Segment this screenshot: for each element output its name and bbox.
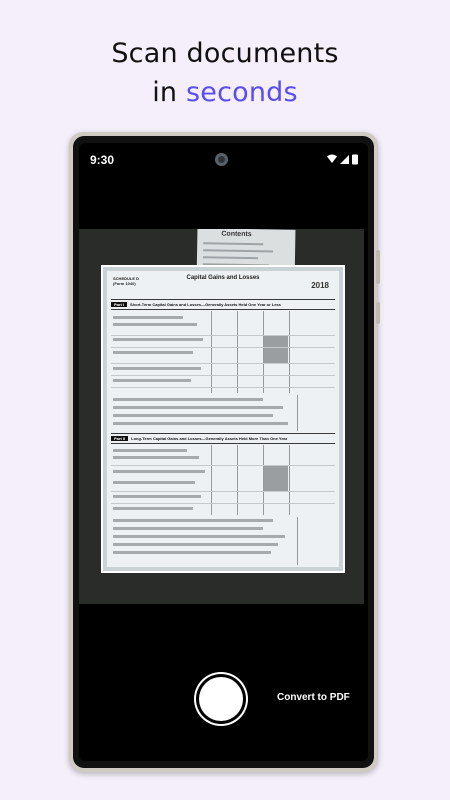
camera-controls: [79, 611, 364, 761]
shutter-button[interactable]: [199, 677, 243, 721]
doc-table-part-1: [107, 311, 339, 393]
phone-volume-button: [376, 250, 380, 284]
doc-table-part-2: [107, 445, 339, 515]
headline-prefix: in: [152, 77, 187, 108]
phone-power-button: [376, 302, 380, 324]
background-doc-heading: Contents: [221, 230, 252, 239]
signal-icon: [340, 155, 349, 164]
headline-line-1: Scan documents: [111, 38, 339, 69]
convert-to-pdf-button[interactable]: Convert to PDF: [277, 692, 350, 703]
status-bar: [79, 143, 368, 171]
camera-viewfinder: [79, 229, 364, 604]
headline: [0, 34, 450, 112]
battery-icon: [352, 155, 358, 165]
front-camera-icon: [215, 153, 228, 166]
doc-part-2: [111, 436, 287, 442]
doc-summary-lines-2: [107, 517, 339, 565]
wifi-icon: [327, 155, 337, 164]
doc-part-1-title: Short-Term Capital Gains and Losses—Generally Assets Held One Year or Less: [130, 302, 281, 307]
doc-part-1-tag: Part I: [111, 302, 127, 307]
status-time: 9:30: [90, 153, 115, 167]
phone-screen: [79, 143, 368, 761]
document-detection-frame[interactable]: [101, 265, 345, 573]
doc-part-2-title: Long-Term Capital Gains and Losses—Generally Assets Held More Than One Year: [131, 436, 288, 441]
scanned-document: [107, 271, 339, 567]
doc-title: Capital Gains and Losses: [186, 275, 260, 281]
headline-line-2: [0, 73, 450, 112]
phone-mockup: [69, 132, 378, 772]
doc-summary-lines-1: [107, 395, 339, 431]
doc-part-2-tag: Part II: [111, 436, 128, 441]
doc-part-1: [111, 302, 281, 308]
doc-form-label: (Form 1040): [113, 281, 136, 286]
phone-bezel: [73, 136, 374, 768]
headline-accent: seconds: [186, 77, 298, 108]
doc-year: 2018: [311, 281, 329, 290]
status-icons: [326, 153, 360, 165]
doc-schedule-label: SCHEDULE D: [113, 276, 140, 281]
